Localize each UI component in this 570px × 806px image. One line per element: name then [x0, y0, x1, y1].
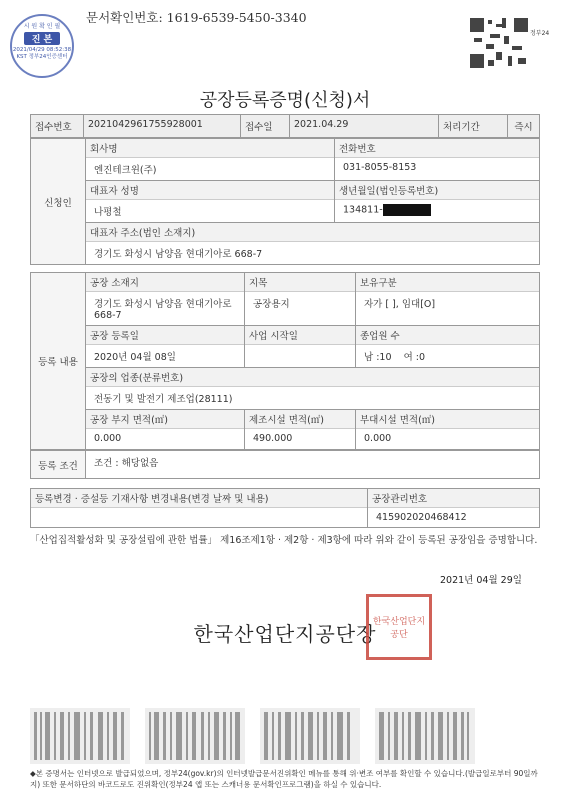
- mfg-area-value: 490.000: [253, 433, 293, 444]
- industry-label: 공장의 업종(분류번호): [86, 368, 539, 387]
- regdate-value: 2020년 04월 08일: [94, 352, 176, 363]
- barcode-1: [30, 708, 130, 764]
- conditions-section: 등록 조건: [31, 451, 86, 479]
- stamp-line2: 진 본: [24, 32, 60, 45]
- gov24-label: 정부24: [530, 30, 550, 37]
- birth-label: 생년월일(법인등록번호): [335, 181, 539, 200]
- period-value: 즉시: [508, 115, 540, 138]
- period-label: 처리기간: [439, 115, 508, 138]
- phone-label: 전화번호: [335, 139, 539, 158]
- qr-code: [468, 16, 530, 70]
- conditions-value: 조건 : 해당없음: [86, 451, 540, 479]
- stamp-line1: 시 원 확 인 필: [23, 23, 61, 30]
- site-area-label: 공장 부지 면적(㎡): [86, 410, 244, 429]
- start-date-label: 사업 시작일: [245, 326, 355, 345]
- receipt-no: 2021042961755928001: [84, 115, 241, 138]
- industry-value: 전동기 및 발전기 제조업(28111): [94, 394, 233, 405]
- rep-name: 나평철: [94, 207, 122, 218]
- registration-section: 등록 내용: [31, 273, 86, 450]
- mfg-area-label: 제조시설 면적(㎡): [245, 410, 355, 429]
- start-date-value: [245, 345, 355, 353]
- mgmt-no-value: 415902020468412: [376, 512, 467, 523]
- changes-table: [30, 488, 540, 528]
- footer-notice: ◆본 증명서는 인터넷으로 발급되었으며, 정부24(gov.kr)의 인터넷발급문서진위확인 메뉴를 통해 위·변조 여부를 확인할 수 있습니다.(발급일로부터 90일까지) 또한 문서하단의 바코드로도 진위확인(정부24 앱 또는 스캐너용 문서확인프로그램)을 하실 수 있습니다.: [30, 769, 538, 789]
- employees-label: 종업원 수: [356, 326, 539, 345]
- changes-label: 등록변경 · 증설등 기재사항 변경내용(변경 날짜 및 내용): [31, 489, 367, 508]
- address-value: 경기도 화성시 남양읍 현대기아로 668-7: [94, 249, 263, 260]
- land-value: 공장용지: [253, 299, 290, 310]
- issue-date: 2021년 04월 29일: [440, 575, 522, 586]
- address-label: 대표자 주소(법인 소재지): [86, 223, 539, 242]
- employees-male: 남 :10: [364, 352, 392, 363]
- document-title: 공장등록증명(신청)서: [199, 90, 371, 111]
- ownership-label: 보유구분: [356, 273, 539, 292]
- receipt-no-label: 접수번호: [31, 115, 84, 138]
- birth-value: 134811-: [343, 204, 383, 216]
- stamp-line3: 2021/04/29 08:52:38 KST 정부24인증센터: [12, 47, 72, 60]
- company-name: 엔진테크윈(주): [94, 165, 157, 176]
- regdate-label: 공장 등록일: [86, 326, 244, 345]
- issuer-name: 한국산업단지공단장: [193, 622, 377, 646]
- receipt-date-label: 접수일: [241, 115, 290, 138]
- mgmt-no-label: 공장관리번호: [368, 489, 539, 508]
- authenticity-stamp: [10, 14, 74, 78]
- barcode-3: [260, 708, 360, 764]
- phone-value: 031-8055-8153: [343, 162, 417, 173]
- legal-statement: 「산업집적활성화 및 공장설립에 관한 법률」 제16조제1항 · 제2항 · 제3항에 따라 위와 같이 등록된 공장임을 증명합니다.: [30, 535, 538, 546]
- aux-area-value: 0.000: [364, 433, 392, 444]
- aux-area-label: 부대시설 면적(㎡): [356, 410, 539, 429]
- redaction-box: [383, 204, 431, 216]
- barcode-4: [375, 708, 475, 764]
- rep-label: 대표자 성명: [86, 181, 334, 200]
- receipt-date: 2021.04.29: [290, 115, 439, 138]
- site-area-value: 0.000: [94, 433, 122, 444]
- barcode-2: [145, 708, 245, 764]
- conditions-table: [30, 450, 540, 479]
- employees-female: 여 :0: [403, 352, 426, 363]
- document-number: 문서확인번호: 1619-6539-5450-3340: [86, 10, 307, 25]
- ownership-value: 자가 [ ], 임대[O]: [364, 299, 436, 310]
- company-label: 회사명: [86, 139, 334, 158]
- applicant-table: [30, 138, 540, 265]
- location-value: 경기도 화성시 남양읍 현대기아로 668-7: [94, 299, 232, 321]
- land-label: 지목: [245, 273, 355, 292]
- applicant-section: 신청인: [31, 139, 86, 265]
- registration-table: [30, 272, 540, 450]
- official-seal: 한국산업단지공단: [366, 594, 432, 660]
- receipt-table: [30, 114, 540, 138]
- location-label: 공장 소재지: [86, 273, 244, 292]
